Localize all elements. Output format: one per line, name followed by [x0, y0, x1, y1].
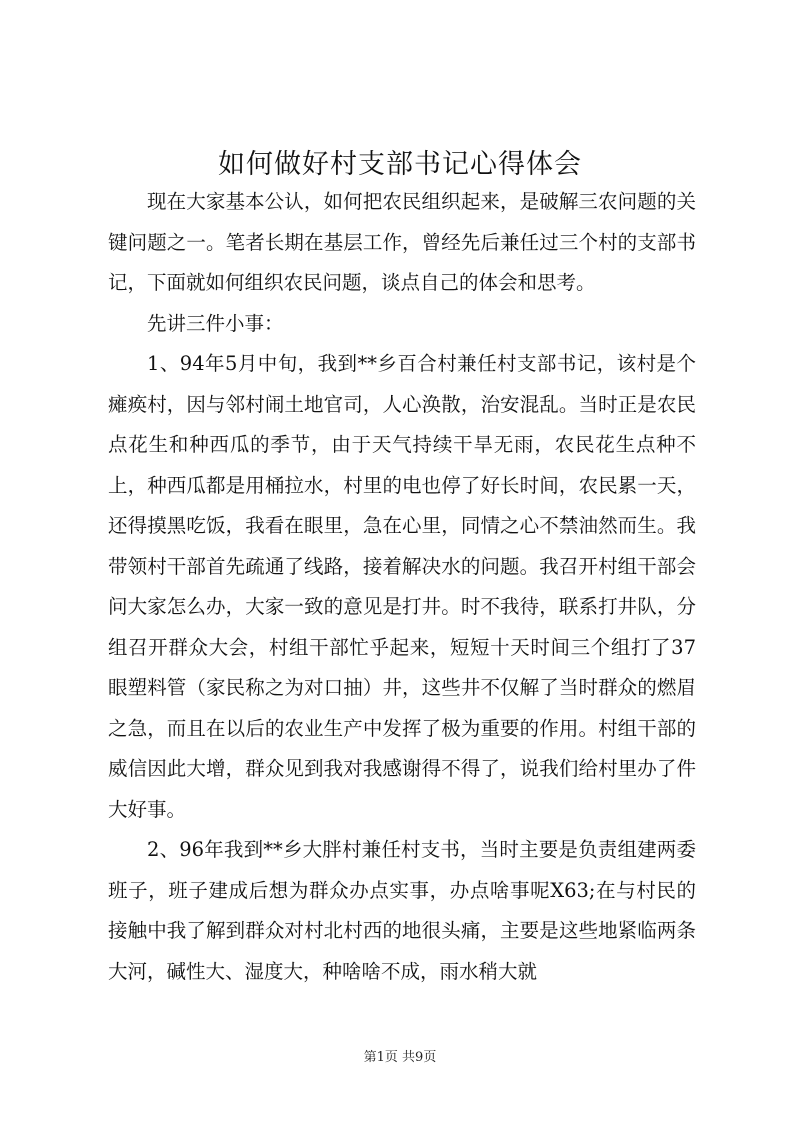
paragraph-story-2: 2、96年我到**乡大胖村兼任村支书，当时主要是负责组建两委班子，班子建成后想为群众办点实事，办点啥事呢X63;在与村民的接触中我了解到群众对村北村西的地很头痛，主要是这些地紧临两条大河，碱性大、湿度大，种啥啥不成，雨水稍大就	[108, 838, 696, 983]
paragraph-story-1: 1、94年5月中旬，我到**乡百合村兼任村支部书记，该村是个瘫痪村，因与邻村闹土地官司，人心涣散，治安混乱。当时正是农民点花生和种西瓜的季节，由于天气持续干旱无雨，农民花生点种不上，种西瓜都是用桶拉水，村里的电也停了好长时间，农民累一天，还得摸黑吃饭，我看在眼里，急在心里，同情之心不禁油然而生。我带领村干部首先疏通了线路，接着解决水的问题。我召开村组干部会问大家怎么办，大家一致的意见是打井。时不我待，联系打井队，分组召开群众大会，村组干部忙乎起来，短短十天时间三个组打了37眼塑料管（家民称之为对口抽）井，这些井不仅解了当时群众的燃眉之急，而且在以后的农业生产中发挥了极为重要的作用。村组干部的威信因此大增，群众见到我对我感谢得不得了，说我们给村里办了件大好事。	[108, 352, 696, 821]
paragraph-intro: 现在大家基本公认，如何把农民组织起来，是破解三农问题的关键问题之一。笔者长期在基层工作，曾经先后兼任过三个村的支部书记，下面就如何组织农民问题，谈点自己的体会和思考。	[108, 190, 696, 294]
page-footer: 第1页 共9页	[363, 1050, 437, 1065]
document-title: 如何做好村支部书记心得体会	[218, 149, 582, 180]
document-body	[108, 182, 696, 992]
paragraph-lead: 先讲三件小事：	[147, 311, 284, 335]
